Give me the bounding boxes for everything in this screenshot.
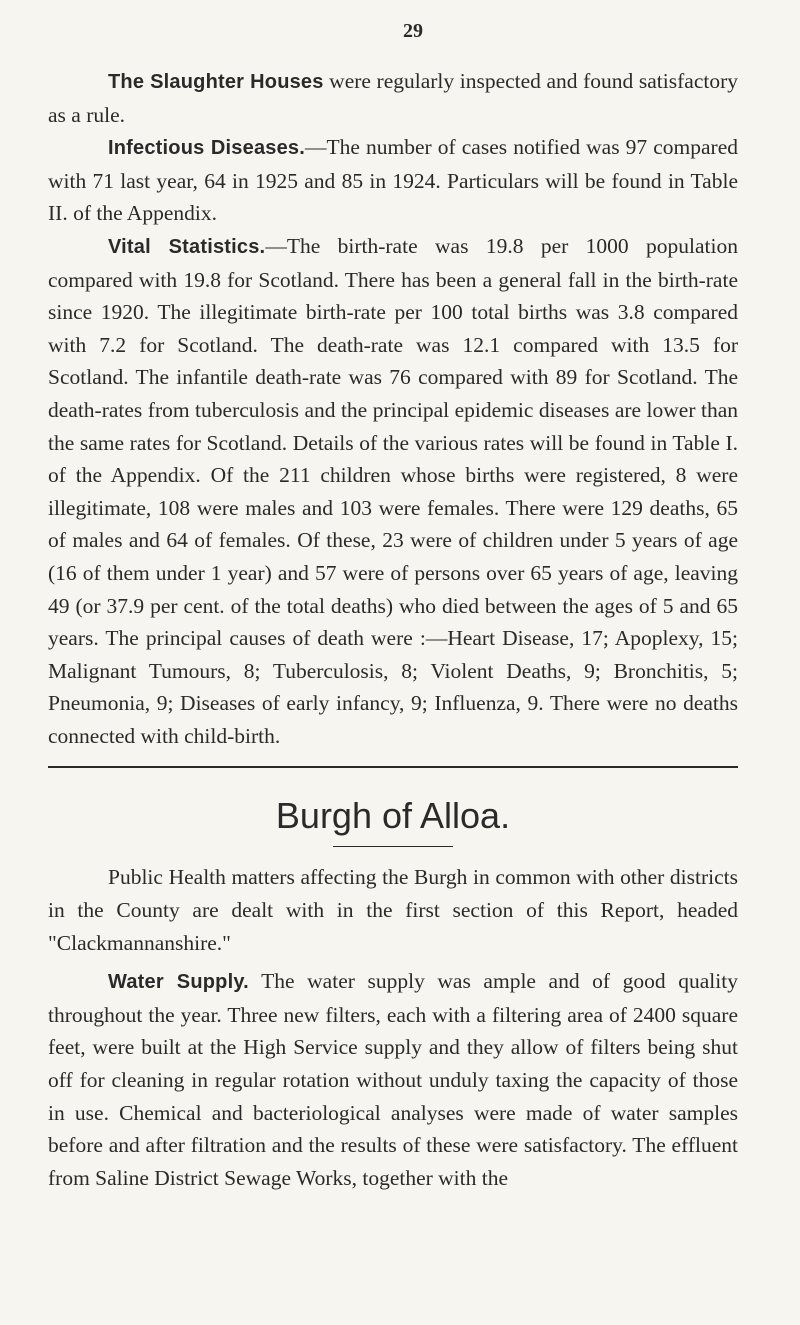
page-number: 29	[403, 20, 423, 42]
slaughter-houses-heading: The Slaughter Houses	[108, 71, 324, 93]
slaughter-houses-text: were regularly inspected and found satisfactory as a rule.	[48, 69, 739, 127]
water-supply-paragraph	[48, 965, 738, 1194]
vital-statistics-text: —The birth-rate was 19.8 per 1000 population compared with 19.8 for Scotland. There has been a general fall in the birth-rate since 1920. The illegitimate birth-rate per 100 total births was 3.8 compared with 7.2 for Scotland. The death-rate was 12.1 compared with 13.5 for Scotland. The infantile death-rate was 76 compared with 89 for Scotland. The death-rates from tuberculosis and the principal epidemic diseases are lower than the same rates for Scotland. Details of the various rates will be found in Table I. of the Appendix. Of the 211 children whose births were registered, 8 were illegitimate, 108 were males and 103 were females. There were 129 deaths, 65 of males and 64 of females. Of these, 23 were of children under 5 years of age (16 of them under 1 year) and 57 were of persons over 65 years of age, leaving 49 (or 37.9 per cent. of the total deaths) who died between the ages of 5 and 65 years. The principal causes of death were :—Heart Disease, 17; Apoplexy, 15; Malignant Tumours, 8; Tuberculosis, 8; Violent Deaths, 9; Bronchitis, 5; Pneumonia, 9; Diseases of early infancy, 9; Influenza, 9. There were no deaths connected with child-birth.	[48, 233, 738, 748]
burgh-title: Burgh of Alloa.	[275, 795, 511, 837]
infectious-diseases-heading: Infectious Diseases.	[108, 137, 306, 160]
document-page	[48, 20, 738, 1194]
title-underline	[333, 846, 453, 847]
section-divider	[48, 766, 738, 768]
infectious-diseases-paragraph	[48, 131, 738, 230]
slaughter-houses-paragraph	[48, 65, 738, 131]
vital-statistics-heading: Vital Statistics.	[108, 235, 266, 258]
burgh-intro-paragraph: Public Health matters affecting the Burgh in common with other districts in the County are dealt with in the first section of this Report, headed "Clackmannanshire."	[48, 865, 738, 955]
infectious-diseases-text: —The number of cases notified was 97 compared with 71 last year, 64 in 1925 and 85 in 1924. Particulars will be found in Table II. of the Appendix.	[48, 135, 738, 226]
vital-statistics-paragraph	[48, 230, 738, 753]
water-supply-heading: Water Supply.	[108, 971, 249, 994]
water-supply-text: The water supply was ample and of good quality throughout the year. Three new filters, each with a filtering area of 2400 square feet, were built at the High Service supply and they allow of filters being shut off for cleaning in regular rotation without unduly taxing the capacity of those in use. Chemical and bacteriological analyses were made of water samples before and after filtration and the results of these were satisfactory. The effluent from Saline District Sewage Works, together with the	[48, 969, 738, 1190]
